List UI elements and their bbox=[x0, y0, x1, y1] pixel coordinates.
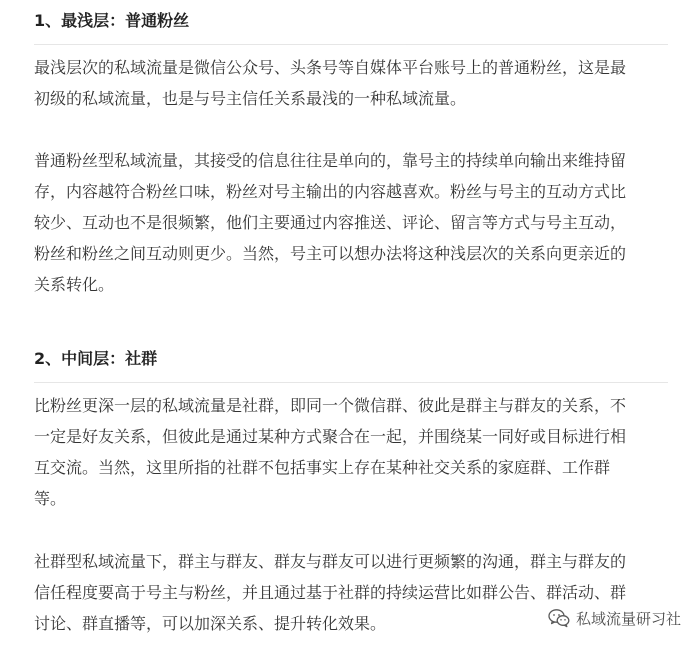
text-line: 关系转化。 bbox=[34, 275, 115, 294]
section-2-paragraph-1 bbox=[34, 390, 674, 514]
text-line: 初级的私域流量，也是与号主信任关系最浅的一种私域流量。 bbox=[34, 89, 467, 108]
text-line: 社群型私域流量下，群主与群友、群友与群友可以进行更频繁的沟通，群主与群友的 bbox=[34, 552, 627, 571]
section-2-divider bbox=[34, 382, 668, 383]
text-line: 普通粉丝型私域流量，其接受的信息往往是单向的，靠号主的持续单向输出来维持留 bbox=[34, 151, 627, 170]
text-line: 存，内容越符合粉丝口味，粉丝对号主输出的内容越喜欢。粉丝与号主的互动方式比 bbox=[34, 182, 627, 201]
text-line: 一定是好友关系，但彼此是通过某种方式聚合在一起，并围绕某一同好或目标进行相 bbox=[34, 427, 627, 446]
text-line: 粉丝和粉丝之间互动则更少。当然，号主可以想办法将这种浅层次的关系向更亲近的 bbox=[34, 244, 627, 263]
section-1-heading: 1、最浅层：普通粉丝 bbox=[34, 11, 190, 30]
text-line: 等。 bbox=[34, 489, 67, 508]
text-line: 比粉丝更深一层的私域流量是社群，即同一个微信群、彼此是群主与群友的关系，不 bbox=[34, 396, 627, 415]
text-line: 较少、互动也不是很频繁，他们主要通过内容推送、评论、留言等方式与号主互动， bbox=[34, 213, 627, 232]
text-line: 讨论、群直播等，可以加深关系、提升转化效果。 bbox=[34, 614, 387, 633]
text-line: 最浅层次的私域流量是微信公众号、头条号等自媒体平台账号上的普通粉丝，这是最 bbox=[34, 58, 627, 77]
text-line: 信任程度要高于号主与粉丝，并且通过基于社群的持续运营比如群公告、群活动、群 bbox=[34, 583, 627, 602]
watermark bbox=[548, 606, 681, 630]
section-1-paragraph-1 bbox=[34, 52, 674, 114]
section-1-paragraph-2 bbox=[34, 145, 674, 300]
section-2-heading: 2、中间层：社群 bbox=[34, 349, 158, 368]
watermark-text: 私域流量研习社 bbox=[575, 609, 681, 628]
section-1-divider bbox=[34, 44, 668, 45]
wechat-icon bbox=[548, 608, 570, 628]
text-line: 互交流。当然，这里所指的社群不包括事实上存在某种社交关系的家庭群、工作群 bbox=[34, 458, 611, 477]
